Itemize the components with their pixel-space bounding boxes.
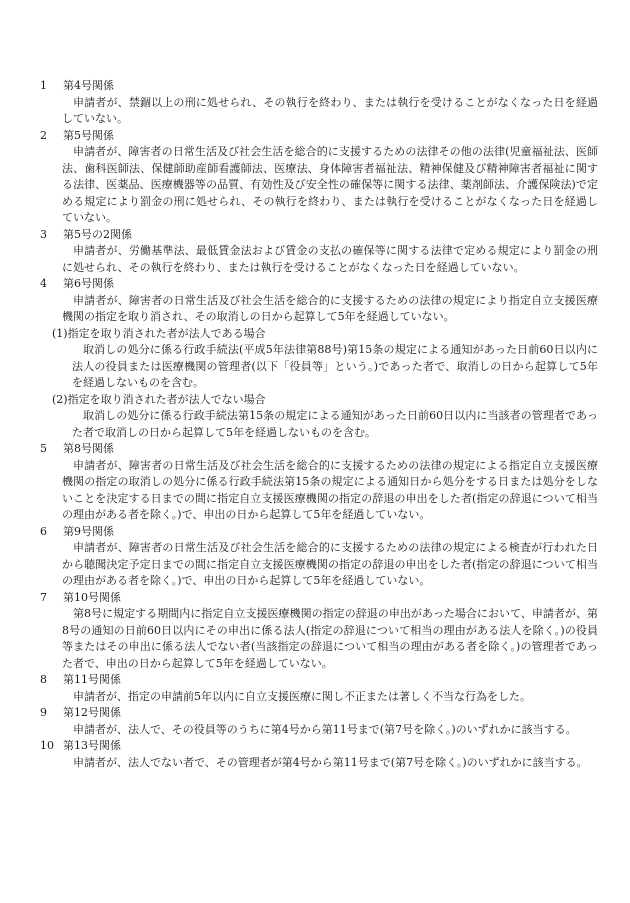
section-number: 7 <box>40 590 47 604</box>
section-title: 第10号関係 <box>63 590 121 604</box>
section-number: 1 <box>40 79 47 92</box>
section-title: 第11号関係 <box>63 673 121 686</box>
section-number: 6 <box>40 524 47 538</box>
section-body: 申請者が、法人でない者で、その管理者が第4号から第11号まで(第7号を除く。)のいずれかに該当する。 <box>73 755 588 769</box>
document-body <box>40 78 598 771</box>
section-2 <box>40 128 598 227</box>
section-number: 2 <box>40 128 47 142</box>
section-heading <box>40 276 598 293</box>
section-8 <box>40 672 598 705</box>
section-body: 申請者が、障害者の日常生活及び社会生活を総合的に支援するための法律の規定により指定自立支援医療機関の指定を取り消され、その取消しの日から起算して5年を経過していない。 <box>62 293 598 323</box>
section-number: 8 <box>40 673 47 686</box>
section-title: 第12号関係 <box>63 706 121 719</box>
section-heading <box>40 128 598 145</box>
section-title: 第4号関係 <box>63 79 114 92</box>
subsection-heading: (2)指定を取り消された者が法人でない場合 <box>52 392 266 406</box>
section-heading <box>40 227 598 244</box>
section-title: 第8号関係 <box>63 442 114 455</box>
section-heading <box>40 705 598 722</box>
section-heading <box>40 524 598 541</box>
section-body: 申請者が、障害者の日常生活及び社会生活を総合的に支援するための法律の規定による指定自立支援医療機関の指定の取消しの処分に係る行政手続法第15条の規定による通知日から処分をする日または処分をしないことを決定する日までの間に指定自立支援医療機関の指定の辞退の申出をした者(指定の辞退について相当の理由がある者を除く。)で、申出の日から起算して5年を経過していない。 <box>62 458 598 521</box>
section-7 <box>40 590 598 673</box>
section-body: 申請者が、障害者の日常生活及び社会生活を総合的に支援するための法律の規定による検査が行われた日から聴聞決定予定日までの間に指定自立支援医療機関の指定の辞退の申出をした者(指定の辞退について相当の理由がある者を除く。)で、申出の日から起算して5年を経過していない。 <box>62 541 598 587</box>
section-3 <box>40 227 598 277</box>
section-title: 第6号関係 <box>63 277 114 290</box>
section-number: 4 <box>40 277 47 290</box>
section-body: 申請者が、指定の申請前5年以内に自立支援医療に関し不正または著しく不当な行為をした。 <box>73 689 531 703</box>
section-body: 申請者が、労働基準法、最低賃金法および賃金の支払の確保等に関する法律で定める規定により罰金の刑に処せられ、その執行を終わり、または執行を受けることがなくなった日を経過していない。 <box>62 244 598 274</box>
subsection-body: 取消しの処分に係る行政手続法(平成5年法律第88号)第15条の規定による通知があった日前60日以内に法人の役員または医療機関の管理者(以下「役員等」という。)であった者で、取消しの日から起算して5年を経過しないものを含む。 <box>72 343 598 389</box>
section-number: 5 <box>40 442 47 455</box>
section-body: 申請者が、法人で、その役員等のうちに第4号から第11号まで(第7号を除く。)のいずれかに該当する。 <box>73 722 577 736</box>
section-6 <box>40 524 598 590</box>
section-1 <box>40 78 598 128</box>
section-body: 第8号に規定する期間内に指定自立支援医療機関の指定の辞退の申出があった場合において、申請者が、第8号の通知の日前60日以内にその申出に係る法人(指定の辞退について相当の理由がある法人を除く。)の役員等またはその申出に係る法人でない者(当該指定の辞退について相当の理由がある者を除く。)の管理者であった者で、申出の日から起算して5年を経過していない。 <box>62 607 598 670</box>
section-number: 3 <box>40 227 47 241</box>
section-title: 第9号関係 <box>63 524 114 538</box>
section-heading <box>40 78 598 95</box>
section-number: 10 <box>40 739 54 752</box>
subsection-body: 取消しの処分に係る行政手続法第15条の規定による通知があった日前60日以内に当該者の管理者であった者で取消しの日から起算して5年を経過しないものを含む。 <box>72 409 598 439</box>
section-4 <box>40 276 598 441</box>
section-heading <box>40 590 598 607</box>
subsection-heading: (1)指定を取り消された者が法人である場合 <box>52 326 266 340</box>
section-number: 9 <box>40 706 47 719</box>
section-heading <box>40 441 598 458</box>
section-heading <box>40 672 598 689</box>
section-5 <box>40 441 598 524</box>
section-9 <box>40 705 598 738</box>
section-title: 第13号関係 <box>63 739 121 752</box>
section-10 <box>40 738 598 771</box>
section-title: 第5号の2関係 <box>63 227 132 241</box>
section-title: 第5号関係 <box>63 128 114 142</box>
section-body: 申請者が、禁錮以上の刑に処せられ、その執行を終わり、または執行を受けることがなくなった日を経過していない。 <box>62 95 598 125</box>
section-body: 申請者が、障害者の日常生活及び社会生活を総合的に支援するための法律その他の法律(児童福祉法、医師法、歯科医師法、保健師助産師看護師法、医療法、身体障害者福祉法、精神保健及び精神障害者福祉に関する法律、医薬品、医療機器等の品質、有効性及び安全性の確保等に関する法律、薬剤師法、介護保険法)で定める規定により罰金の刑に処せられ、その執行を終わり、または執行を受けることがなくなった日を経過していない。 <box>62 145 598 224</box>
section-heading <box>40 738 598 755</box>
